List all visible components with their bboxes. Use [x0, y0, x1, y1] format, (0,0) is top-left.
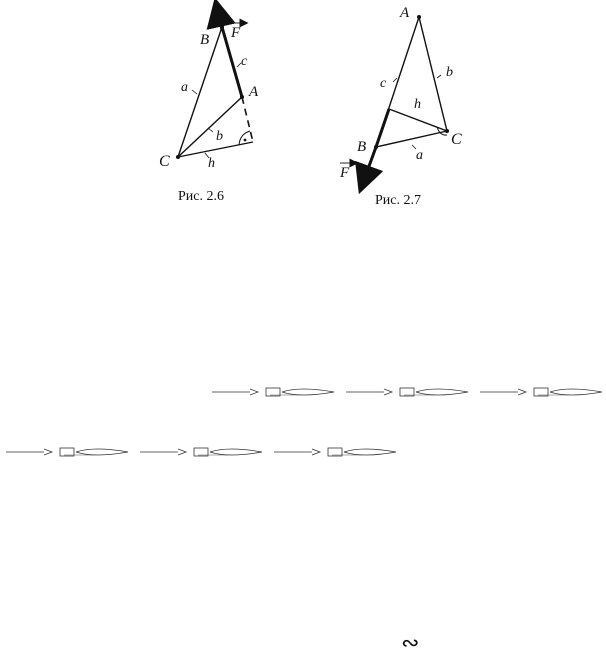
- dashed-extension: [242, 97, 253, 142]
- vertex-C: [445, 129, 449, 133]
- segment-bold: [376, 109, 389, 147]
- label-c: c: [241, 54, 248, 69]
- formula-glyph: [478, 386, 606, 398]
- label-B: B: [200, 32, 210, 48]
- label-A: A: [400, 5, 410, 21]
- formula-glyph: [210, 386, 338, 398]
- vertex-C: [176, 155, 180, 159]
- tick-c: [393, 78, 397, 82]
- formula-glyph: [138, 446, 266, 458]
- label-B: B: [357, 139, 367, 155]
- side-b: [419, 17, 447, 131]
- label-F: F: [340, 165, 350, 181]
- label-C: C: [451, 131, 462, 148]
- formula-glyph: [272, 446, 400, 458]
- side-a: [376, 131, 447, 147]
- formula-glyph: [344, 386, 472, 398]
- label-F: F: [231, 25, 241, 41]
- footer-symbol: ∾: [401, 630, 420, 648]
- tick-b: [437, 75, 441, 78]
- caption-fig-2-6: Рис. 2.6: [178, 189, 224, 204]
- label-b: b: [216, 129, 223, 144]
- vertex-A: [240, 95, 244, 99]
- caption-fig-2-7: Рис. 2.7: [375, 193, 421, 208]
- figure-2-7: [339, 5, 462, 208]
- tick-b: [208, 128, 213, 132]
- label-c: c: [380, 76, 387, 91]
- vertex-A: [417, 15, 421, 19]
- vertex-B: [220, 25, 224, 29]
- label-h: h: [208, 156, 215, 171]
- label-b: b: [446, 65, 453, 80]
- right-angle-dot: [244, 139, 247, 142]
- formula-glyph-row-2: [4, 446, 406, 462]
- label-C: C: [159, 153, 170, 170]
- label-a: a: [181, 80, 188, 95]
- formula-glyph-row-1: [210, 386, 606, 402]
- label-a: a: [416, 148, 423, 163]
- tick-a: [192, 90, 197, 94]
- figure-2-6: [159, 12, 259, 204]
- vertex-B: [374, 145, 378, 149]
- formula-glyph: [4, 446, 132, 458]
- label-h: h: [414, 97, 421, 112]
- height-h: [389, 109, 447, 131]
- height-h: [178, 142, 253, 157]
- label-A: A: [249, 84, 259, 100]
